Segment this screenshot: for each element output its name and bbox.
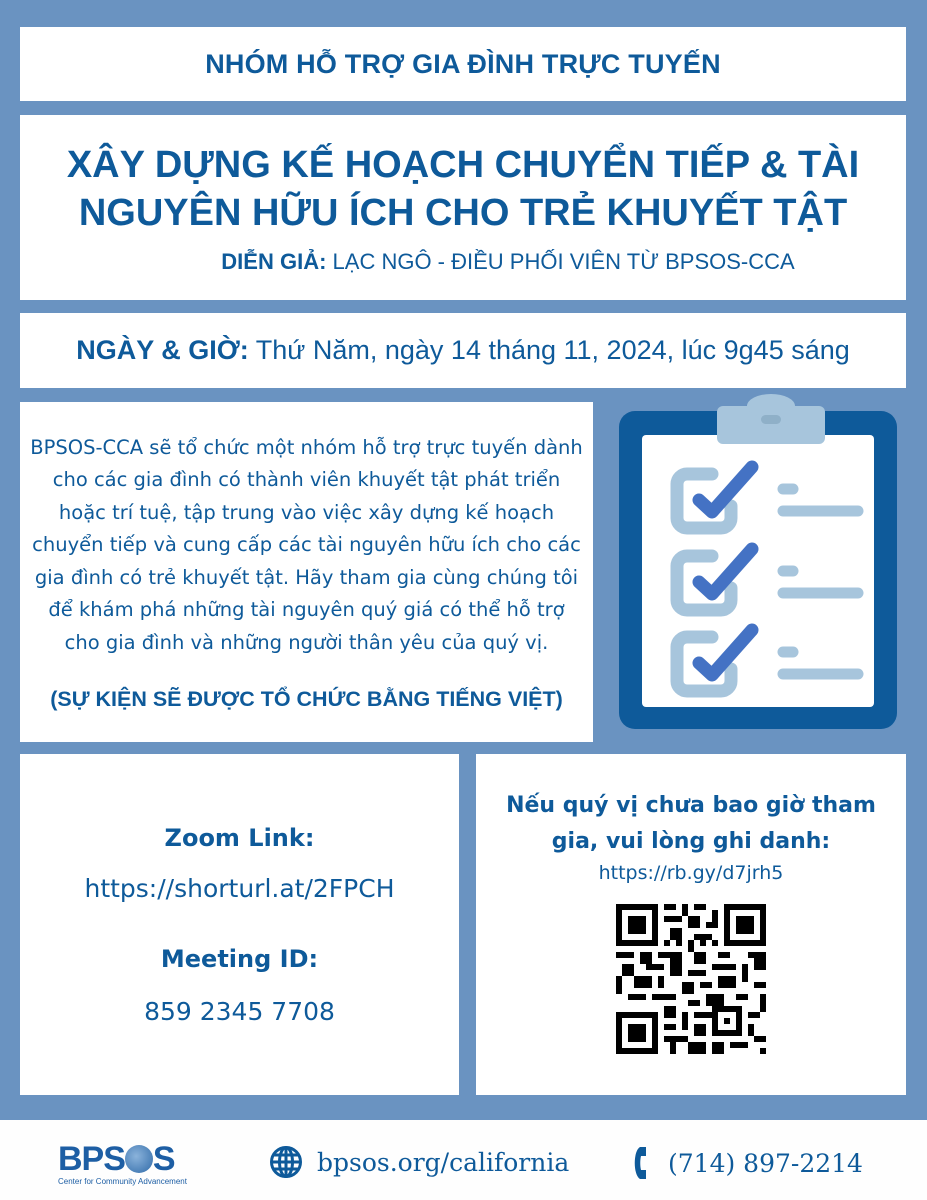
website-link[interactable]: bpsos.org/california bbox=[317, 1147, 570, 1177]
phone-number[interactable]: (714) 897-2214 bbox=[668, 1148, 863, 1178]
description-box bbox=[20, 402, 593, 742]
header-title: NHÓM HỖ TRỢ GIA ĐÌNH TRỰC TUYẾN bbox=[205, 48, 721, 79]
event-title-line2: NGUYÊN HỮU ÍCH CHO TRẺ KHUYẾT TẬT bbox=[78, 191, 848, 234]
zoom-link-label: Zoom Link: bbox=[164, 823, 315, 852]
registration-link[interactable]: https://rb.gy/d7jrh5 bbox=[598, 862, 784, 884]
description-body: BPSOS-CCA sẽ tổ chức một nhóm hỗ trợ trực tuyến dành cho các gia đình có thành viên khuyết tật phát triển hoặc trí tuệ, tập trung vào việc xây dựng kế hoạch chuyển tiếp và cung cấp các tài nguyên hữu ích cho các gia đình có trẻ khuyết tật. Hãy tham gia cùng chúng tôi để khám phá những tài nguyên quý giá có thể hỗ trợ cho gia đình và những người thân yêu của quý vị. bbox=[30, 435, 583, 654]
datetime bbox=[76, 335, 850, 366]
logo-globe-icon bbox=[125, 1145, 153, 1173]
logo-text-right: S bbox=[152, 1140, 175, 1178]
zoom-info-box bbox=[20, 754, 459, 1095]
clipboard-checklist-icon bbox=[617, 393, 897, 733]
registration-label: Nếu quý vị chưa bao giờ tham gia, vui lòng ghi danh: bbox=[506, 793, 876, 854]
event-title-box bbox=[20, 115, 906, 300]
registration-box bbox=[476, 754, 906, 1095]
meeting-id: 859 2345 7708 bbox=[144, 996, 335, 1026]
datetime-value: Thứ Năm, ngày 14 tháng 11, 2024, lúc 9g45 sáng bbox=[255, 335, 850, 365]
qr-code-icon[interactable] bbox=[616, 904, 766, 1054]
bpsos-logo bbox=[58, 1142, 198, 1186]
zoom-link[interactable]: https://shorturl.at/2FPCH bbox=[84, 873, 395, 903]
logo-tagline: Center for Community Advancement bbox=[58, 1177, 187, 1186]
logo-text-left: BPS bbox=[58, 1140, 125, 1178]
speaker-value: LẠC NGÔ - ĐIỀU PHỐI VIÊN TỪ BPSOS-CCA bbox=[332, 248, 795, 274]
website[interactable] bbox=[269, 1145, 569, 1179]
language-note: (SỰ KIỆN SẼ ĐƯỢC TỔ CHỨC BẰNG TIẾNG VIỆT) bbox=[50, 687, 563, 712]
datetime-label: NGÀY & GIỜ: bbox=[76, 335, 249, 365]
phone[interactable] bbox=[632, 1145, 863, 1181]
meeting-id-label: Meeting ID: bbox=[160, 944, 319, 973]
datetime-box bbox=[20, 313, 906, 388]
header-banner bbox=[20, 27, 906, 101]
phone-icon bbox=[632, 1145, 658, 1181]
footer bbox=[0, 1120, 927, 1200]
event-title-line1: XÂY DỰNG KẾ HOẠCH CHUYỂN TIẾP & TÀI bbox=[66, 143, 860, 186]
speaker-label: DIỄN GIẢ: bbox=[221, 248, 327, 274]
globe-icon bbox=[269, 1145, 303, 1179]
speaker bbox=[131, 249, 794, 275]
